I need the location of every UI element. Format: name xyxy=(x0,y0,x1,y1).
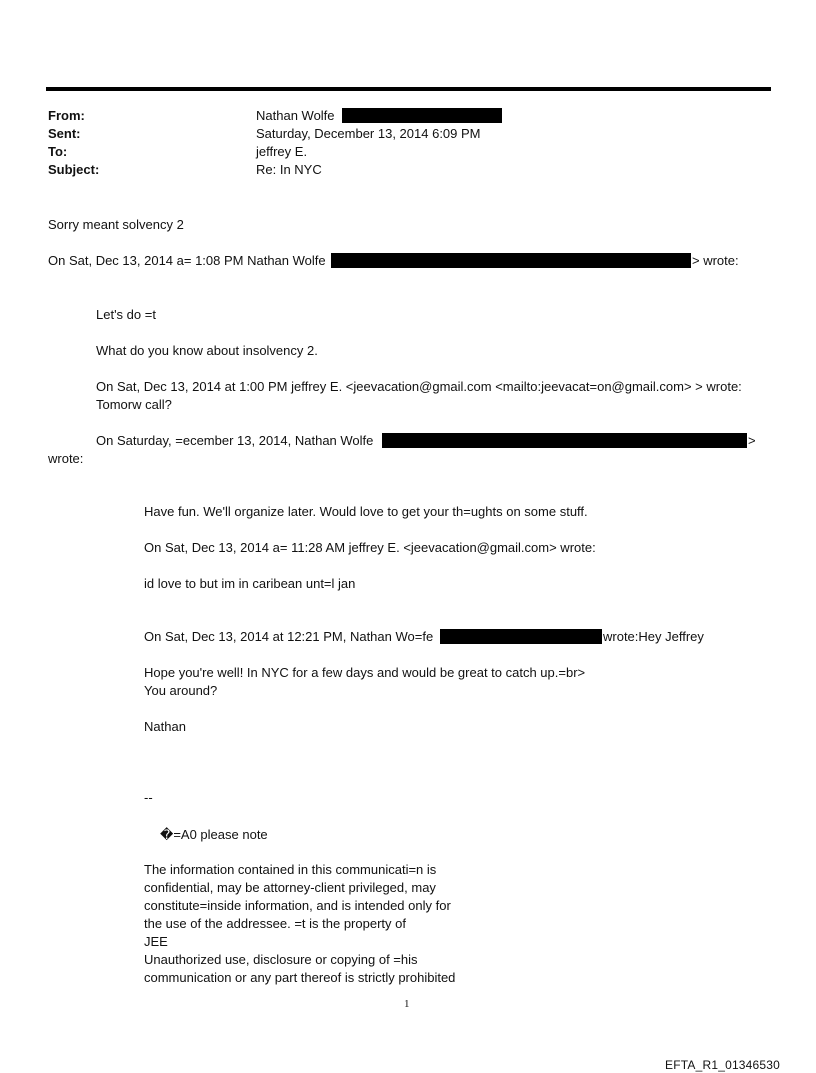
to-value: jeffrey E. xyxy=(256,144,308,159)
body-line-caribbean: id love to but im in caribean unt=l jan xyxy=(144,576,356,591)
quote-header-2: On Sat, Dec 13, 2014 at 1:00 PM jeffrey E. <jeevacation@gmail.com <mailto:jeevacat=on@gmail.com> > wrote: xyxy=(96,379,742,394)
from-label: From: xyxy=(48,108,85,123)
redaction-quote5-email xyxy=(440,629,602,644)
from-value: Nathan Wolfe xyxy=(256,108,335,123)
please-note: �=A0 please note xyxy=(160,827,268,842)
disclaimer-line-6: Unauthorized use, disclosure or copying of =his xyxy=(144,952,418,967)
redaction-quote3-email xyxy=(382,433,747,448)
redaction-quote1-email xyxy=(331,253,691,268)
to-label: To: xyxy=(48,144,68,159)
disclaimer-line-1: The information contained in this communicati=n is xyxy=(144,862,437,877)
header-rule xyxy=(46,87,771,91)
sent-label: Sent: xyxy=(48,126,81,141)
page-number: 1 xyxy=(404,998,410,1010)
subject-label: Subject: xyxy=(48,162,100,177)
disclaimer-line-7: communication or any part thereof is strictly prohibited xyxy=(144,970,456,985)
quote-header-4: On Sat, Dec 13, 2014 a= 11:28 AM jeffrey E. <jeevacation@gmail.com> wrote: xyxy=(144,540,596,555)
quote-header-1: On Sat, Dec 13, 2014 a= 1:08 PM Nathan Wolfe xyxy=(48,253,326,268)
body-line-lets-do: Let's do =t xyxy=(96,307,156,322)
quote-header-5: On Sat, Dec 13, 2014 at 12:21 PM, Nathan Wo=fe xyxy=(144,629,434,644)
disclaimer-line-2: confidential, may be attorney-client privileged, may xyxy=(144,880,436,895)
disclaimer-line-4: the use of the addressee. =t is the property of xyxy=(144,916,406,931)
body-line-solvency: Sorry meant solvency 2 xyxy=(48,217,184,232)
body-line-signature-name: Nathan xyxy=(144,719,186,734)
redaction-from-email xyxy=(342,108,502,123)
disclaimer-line-3: constitute=inside information, and is intended only for xyxy=(144,898,451,913)
quote-header-3-wrap: wrote: xyxy=(48,451,84,466)
quote-header-3-suffix: > xyxy=(748,433,756,448)
signature-separator: -- xyxy=(144,790,153,805)
body-line-insolvency: What do you know about insolvency 2. xyxy=(96,343,318,358)
quote-header-5-suffix: wrote:Hey Jeffrey xyxy=(603,629,704,644)
body-line-tomorrow: Tomorw call? xyxy=(96,397,172,412)
subject-value: Re: In NYC xyxy=(256,162,322,177)
body-line-hope: Hope you're well! In NYC for a few days and would be great to catch up.=br> xyxy=(144,665,586,680)
sent-value: Saturday, December 13, 2014 6:09 PM xyxy=(256,126,481,141)
disclaimer-line-5: JEE xyxy=(144,934,168,949)
body-line-around: You around? xyxy=(144,683,218,698)
quote-header-1-suffix: > wrote: xyxy=(692,253,739,268)
document-id: EFTA_R1_01346530 xyxy=(665,1058,781,1072)
quote-header-3: On Saturday, =ecember 13, 2014, Nathan Wolfe xyxy=(96,433,374,448)
body-line-have-fun: Have fun. We'll organize later. Would love to get your th=ughts on some stuff. xyxy=(144,504,588,519)
